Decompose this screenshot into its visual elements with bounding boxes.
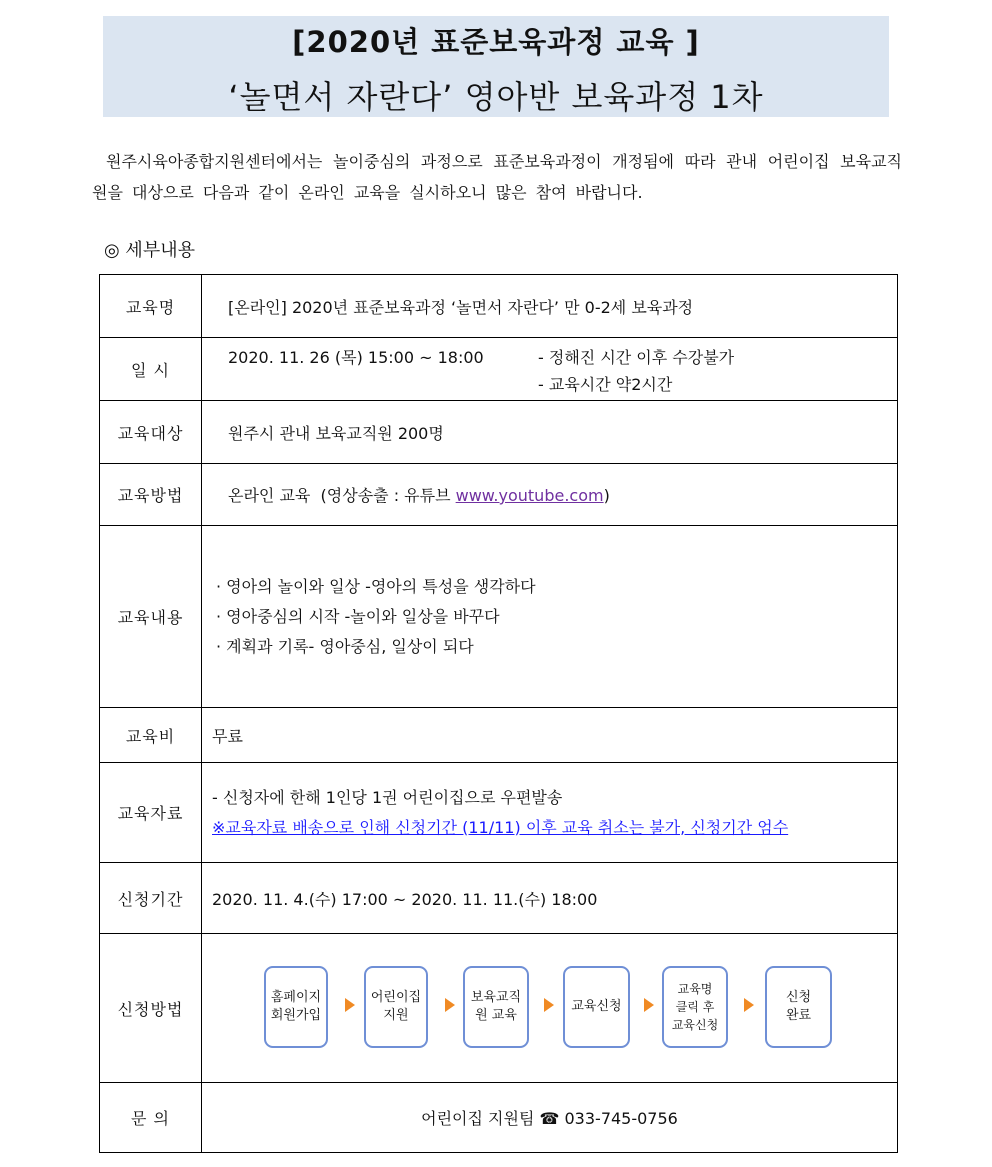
table-row: [100, 401, 898, 464]
method-value: 온라인 교육 (영상송출 : 유튜브: [228, 486, 456, 505]
flow-step: 교육명 클릭 후 교육신청: [662, 966, 728, 1048]
table-row: [100, 708, 898, 763]
content-item: · 영아의 놀이와 일상 -영아의 특성을 생각하다: [216, 576, 536, 596]
row-label: 교육비: [100, 708, 202, 763]
target-value: 원주시 관내 보육교직원 200명: [202, 401, 898, 464]
fee-value: 무료: [202, 708, 898, 763]
page-title: [2020년 표준보육과정 교육 ]: [292, 25, 700, 59]
row-label: 교육자료: [100, 763, 202, 863]
content-item: · 계획과 기록- 영아중심, 일상이 되다: [216, 636, 474, 656]
flow-step: 보육교직 원 교육: [463, 966, 529, 1048]
title-banner: [103, 16, 889, 117]
row-label: 신청방법: [100, 934, 202, 1083]
flow-step: 교육신청: [563, 966, 630, 1048]
table-row: [100, 1083, 898, 1153]
course-name: [온라인] 2020년 표준보육과정 ‘놀면서 자란다’ 만 0-2세 보육과정: [202, 275, 898, 338]
table-row: [100, 934, 898, 1083]
row-label: 교육명: [100, 275, 202, 338]
table-row: [100, 763, 898, 863]
row-label: 교육방법: [100, 464, 202, 526]
arrow-right-icon: [744, 998, 754, 1012]
row-label: 신청기간: [100, 863, 202, 934]
youtube-link[interactable]: www.youtube.com: [455, 486, 604, 505]
table-row: [100, 338, 898, 401]
table-row: [100, 526, 898, 708]
row-label: 교육내용: [100, 526, 202, 708]
date-note: - 교육시간 약2시간: [538, 375, 673, 394]
arrow-right-icon: [644, 998, 654, 1012]
date-note: - 정해진 시간 이후 수강불가: [538, 348, 735, 367]
row-label: 문 의: [100, 1083, 202, 1153]
table-row: [100, 275, 898, 338]
arrow-right-icon: [544, 998, 554, 1012]
period-value: 2020. 11. 4.(수) 17:00 ~ 2020. 11. 11.(수) 18:00: [202, 863, 898, 934]
flow-step: 어린이집 지원: [364, 966, 428, 1048]
row-label: 일 시: [100, 338, 202, 401]
apply-flow: [202, 934, 897, 1082]
contact-value: 어린이집 지원팀 ☎ 033-745-0756: [202, 1083, 898, 1153]
arrow-right-icon: [445, 998, 455, 1012]
table-row: [100, 464, 898, 526]
material-value: - 신청자에 한해 1인당 1권 어린이집으로 우편발송: [212, 787, 563, 807]
flow-step: 신청 완료: [765, 966, 832, 1048]
row-label: 교육대상: [100, 401, 202, 464]
details-table: [99, 274, 898, 1153]
intro-paragraph: 원주시육아종합지원센터에서는 놀이중심의 과정으로 표준보육과정이 개정됨에 따라 관내 어린이집 보육교직원을 대상으로 다음과 같이 온라인 교육을 실시하오니 많은 참여 바랍니다.: [92, 152, 902, 202]
table-row: [100, 863, 898, 934]
arrow-right-icon: [345, 998, 355, 1012]
page-subtitle: ‘놀면서 자란다’ 영아반 보육과정 1차: [228, 78, 764, 116]
section-heading: ◎ 세부내용: [104, 240, 195, 261]
material-notice: ※교육자료 배송으로 인해 신청기간 (11/11) 이후 교육 취소는 불가, 신청기간 엄수: [212, 817, 789, 837]
content-item: · 영아중심의 시작 -놀이와 일상을 바꾸다: [216, 606, 500, 626]
method-suffix: ): [603, 486, 610, 505]
flow-step: 홈페이지 회원가입: [264, 966, 328, 1048]
date-value: 2020. 11. 26 (목) 15:00 ~ 18:00: [228, 348, 484, 367]
